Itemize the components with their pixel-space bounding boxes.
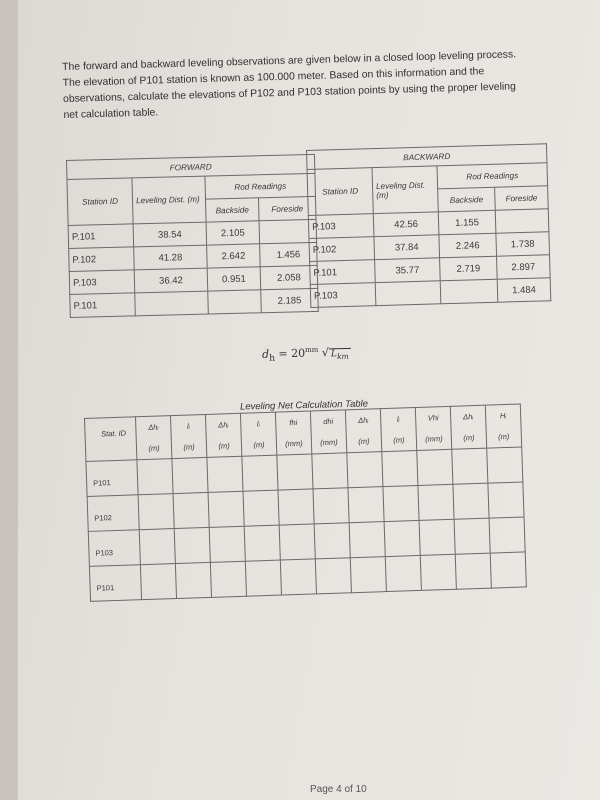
- net-header-cell: [485, 404, 521, 448]
- station-cell: P.103: [310, 283, 376, 308]
- net-header-symbol: Hᵢ: [499, 410, 507, 421]
- net-empty-cell: [175, 562, 211, 598]
- net-empty-cell: [243, 490, 279, 526]
- net-station-label: P101: [96, 582, 115, 593]
- net-empty-cell: [489, 517, 525, 553]
- net-empty-cell: [244, 525, 280, 561]
- backward-col-dist: Leveling Dist. (m): [372, 166, 438, 214]
- station-cell: P.101: [310, 260, 376, 285]
- formula-sub: h: [268, 352, 276, 364]
- sqrt-icon: √: [321, 346, 330, 360]
- net-empty-cell: [279, 524, 315, 560]
- net-header-cell: [170, 414, 206, 458]
- net-empty-cell: [139, 529, 175, 565]
- dist-cell: [135, 291, 209, 316]
- net-header-symbol: lᵢ: [186, 421, 190, 431]
- net-station-cell: [87, 495, 139, 532]
- dist-cell: 42.56: [373, 212, 439, 237]
- net-empty-cell: [210, 561, 246, 597]
- net-station-cell: [89, 565, 141, 602]
- forward-col-station: Station ID: [67, 178, 133, 226]
- net-empty-cell: [453, 483, 489, 519]
- net-empty-cell: [312, 453, 348, 489]
- net-empty-cell: [315, 558, 351, 594]
- fore-cell: 2.058: [260, 265, 318, 289]
- net-header-symbol: Δhᵢ: [218, 420, 229, 430]
- net-empty-cell: [172, 457, 208, 493]
- page-number: Page 4 of 10: [310, 784, 367, 795]
- net-header-unit: (m): [148, 443, 160, 453]
- fore-cell: 1.738: [496, 232, 550, 256]
- dist-cell: 41.28: [134, 245, 208, 270]
- backward-col-back: Backside: [438, 187, 496, 212]
- net-empty-cell: [383, 485, 419, 521]
- fore-cell: 2.185: [261, 288, 319, 312]
- net-empty-cell: [280, 559, 316, 595]
- back-cell: [208, 290, 262, 314]
- net-header-cell: [85, 417, 137, 462]
- back-cell: 2.246: [439, 233, 497, 258]
- fore-cell: 1.456: [260, 242, 318, 266]
- net-empty-cell: [350, 557, 386, 593]
- net-station-cell: [88, 530, 140, 567]
- net-empty-cell: [490, 552, 526, 588]
- backward-col-rod: Rod Readings: [437, 163, 548, 189]
- net-header-cell: [450, 405, 486, 449]
- forward-col-fore: Foreside: [258, 196, 316, 220]
- station-cell: P.101: [68, 224, 134, 249]
- net-empty-cell: [277, 454, 313, 490]
- station-cell: P.103: [69, 270, 135, 295]
- net-empty-cell: [384, 520, 420, 556]
- backward-table: [306, 143, 551, 308]
- net-header-symbol: Vhi: [427, 413, 439, 423]
- net-empty-cell: [313, 488, 349, 524]
- back-cell: 0.951: [207, 267, 261, 291]
- net-empty-cell: [417, 449, 453, 485]
- net-empty-cell: [245, 560, 281, 596]
- fore-cell: 2.897: [497, 255, 551, 279]
- backward-col-fore: Foreside: [495, 186, 549, 210]
- net-empty-cell: [385, 555, 421, 591]
- net-empty-cell: [173, 492, 209, 528]
- net-station-cell: [86, 460, 138, 497]
- net-empty-cell: [487, 447, 523, 483]
- net-header-cell: [275, 411, 311, 455]
- net-header-cell: [310, 410, 346, 454]
- net-header-unit: (m): [218, 441, 230, 451]
- net-header-symbol: Δhᵢ: [462, 412, 474, 422]
- forward-table: [66, 154, 319, 318]
- net-header-unit: (mm): [424, 434, 443, 444]
- formula-root-sub: km: [336, 351, 349, 361]
- net-header-unit: (m): [183, 442, 195, 452]
- net-empty-cell: [209, 526, 245, 562]
- net-header-symbol: Stat. ID: [100, 428, 127, 438]
- net-header-unit: (m): [358, 436, 370, 446]
- fore-cell: 1.484: [497, 278, 551, 302]
- net-header-symbol: fhi: [289, 417, 298, 428]
- net-empty-cell: [278, 489, 314, 525]
- net-empty-cell: [174, 527, 210, 563]
- net-empty-cell: [207, 456, 243, 492]
- station-cell: P.102: [69, 247, 135, 272]
- net-header-unit: [92, 449, 136, 450]
- net-header-unit: (m): [253, 440, 265, 450]
- forward-col-rod: Rod Readings: [205, 173, 316, 199]
- tolerance-formula: [262, 345, 351, 364]
- formula-lhs: d: [261, 347, 270, 361]
- net-empty-cell: [140, 564, 176, 600]
- net-empty-cell: [138, 494, 174, 530]
- dist-cell: 37.84: [374, 235, 440, 260]
- net-header-unit: (mm): [320, 437, 338, 448]
- net-station-label: P102: [94, 512, 112, 523]
- net-header-symbol: lᵢ: [256, 419, 260, 429]
- net-station-label: P101: [93, 477, 111, 488]
- net-header-unit: (mm): [285, 438, 303, 449]
- net-header-cell: [135, 416, 171, 460]
- dist-cell: 36.42: [134, 268, 208, 293]
- problem-statement: The forward and backward leveling observations are given below in a closed loop leveling process. The elevation of P101 station is known as 100.000 meter. Based on this information and the observations, calculate the elevations of P102 and P103 station points by using the proper leveling net calculation table.: [62, 49, 517, 121]
- net-empty-cell: [418, 484, 454, 520]
- forward-title: FORWARD: [67, 154, 315, 179]
- net-empty-cell: [137, 459, 173, 495]
- net-header-symbol: lᵢ: [396, 414, 400, 424]
- back-cell: 2.642: [207, 244, 261, 268]
- back-cell: 1.155: [438, 210, 496, 235]
- net-empty-cell: [314, 523, 350, 559]
- net-header-cell: [205, 413, 241, 457]
- net-empty-cell: [454, 518, 490, 554]
- net-empty-cell: [420, 554, 456, 590]
- leveling-net-table: [84, 404, 527, 602]
- net-header-unit: (m): [393, 435, 405, 445]
- station-cell: P.103: [308, 214, 374, 239]
- net-header-unit: (m): [498, 431, 510, 442]
- net-empty-cell: [455, 553, 491, 589]
- net-empty-cell: [419, 519, 455, 555]
- back-cell: [440, 279, 498, 304]
- forward-col-dist: Leveling Dist. (m): [132, 176, 206, 224]
- net-table-title: Leveling Net Calculation Table: [239, 398, 369, 413]
- net-empty-cell: [452, 448, 488, 484]
- dist-cell: 38.54: [133, 222, 207, 247]
- net-header-symbol: Δhᵢ: [148, 422, 159, 432]
- net-empty-cell: [382, 450, 418, 486]
- formula-root: L: [330, 348, 338, 360]
- net-header-symbol: Δhᵢ: [358, 415, 369, 425]
- forward-col-back: Backside: [205, 198, 259, 222]
- net-header-symbol: dhi: [323, 416, 334, 427]
- net-header-cell: [345, 409, 381, 453]
- backward-col-station: Station ID: [307, 168, 373, 216]
- net-empty-cell: [488, 482, 524, 518]
- dist-cell: [375, 281, 441, 306]
- net-station-label: P103: [95, 547, 114, 558]
- back-cell: 2.719: [440, 256, 498, 281]
- net-header-unit: (m): [463, 433, 475, 443]
- formula-unit: mm: [304, 345, 319, 355]
- net-header-cell: [240, 412, 276, 456]
- dist-cell: 35.77: [375, 258, 441, 283]
- station-cell: P.101: [70, 293, 136, 318]
- net-empty-cell: [348, 487, 384, 523]
- back-cell: 2.105: [206, 221, 260, 245]
- net-header-cell: [415, 406, 451, 450]
- formula-eq: = 20: [274, 346, 306, 361]
- net-empty-cell: [242, 455, 278, 491]
- backward-title: BACKWARD: [307, 144, 547, 170]
- net-empty-cell: [349, 522, 385, 558]
- net-header-cell: [380, 408, 416, 452]
- fore-cell: [495, 209, 549, 233]
- net-empty-cell: [208, 491, 244, 527]
- station-cell: P.102: [309, 237, 375, 262]
- net-empty-cell: [347, 452, 383, 488]
